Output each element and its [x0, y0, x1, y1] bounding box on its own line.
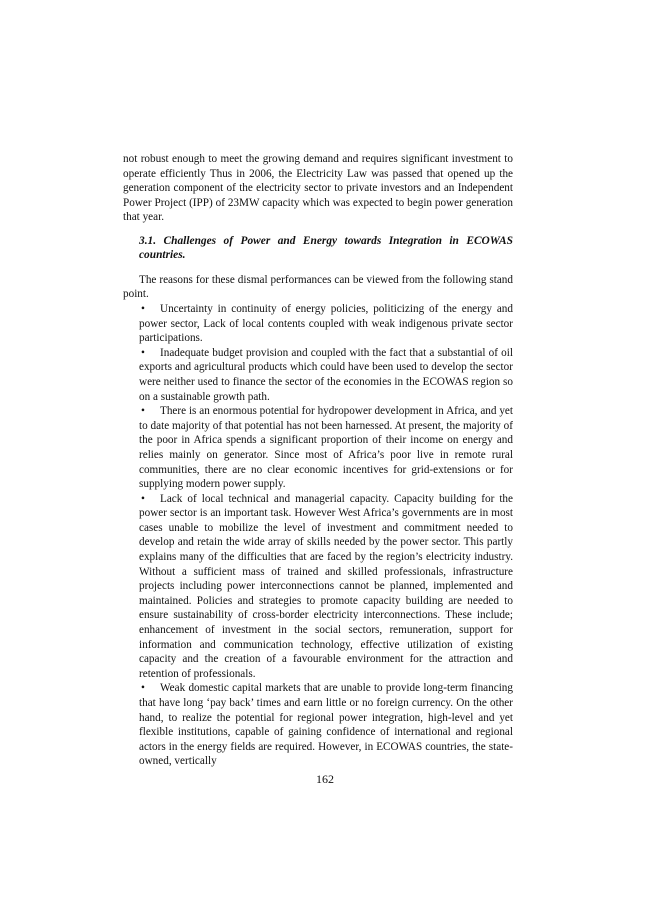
page-number: 162: [316, 772, 334, 786]
bullet-icon: •: [141, 682, 145, 695]
bullet-text: Weak domestic capital markets that are unable to provide long-term financing that have long ‘pay back’ times and earn little or no foreign currency. On the other hand, to realize the potential for regional power integration, high-level and yet flexible institutions, capable of gaining confidence of international and regional actors in the energy fields are required. However, in ECOWAS countries, the state-owned, vertically: [139, 682, 513, 768]
page-body: [123, 152, 513, 769]
bullet-text: Uncertainty in continuity of energy policies, politicizing of the energy and power sector, Lack of local contents coupled with weak indigenous private sector participations.: [139, 302, 513, 345]
bullet-icon: •: [141, 405, 145, 418]
lead-paragraph: The reasons for these dismal performances can be viewed from the following stand point.: [123, 273, 513, 301]
bullet-icon: •: [141, 492, 145, 505]
bullet-icon: •: [141, 346, 145, 359]
bullet-item-hydropower: [139, 404, 513, 492]
bullet-text: There is an enormous potential for hydropower development in Africa, and yet to date majority of that potential has not been harnessed. At present, the majority of the poor in Africa spends a significant proportion of their income on energy and relies mainly on generator. Since most of Africa’s poor live in remote rural communities, there are no clear economic incentives for grid-extensions or for supplying modern power supply.: [139, 405, 513, 491]
bullet-list: [123, 302, 513, 769]
bullet-item-capacity: [139, 492, 513, 682]
bullet-item-budget: [139, 346, 513, 404]
bullet-icon: •: [141, 302, 145, 315]
bullet-text: Inadequate budget provision and coupled with the fact that a substantial of oil exports and agricultural products which could have been used to develop the sector were neither used to finance the sector of the economies in the ECOWAS region so on a sustainable growth path.: [139, 346, 513, 403]
bullet-item-policy: [139, 302, 513, 346]
intro-paragraph: not robust enough to meet the growing demand and requires significant investment to operate efficiently Thus in 2006, the Electricity Law was passed that opened up the generation component of the electricity sector to private investors and an Independent Power Project (IPP) of 23MW capacity which was expected to begin power generation that year.: [123, 153, 513, 224]
bullet-text: Lack of local technical and managerial capacity. Capacity building for the power sector is an important task. However West Africa’s governments are in most cases unable to mobilize the level of investment and commitment needed to develop and retain the wide array of skills needed by the power sector. This partly explains many of the difficulties that are faced by the region’s electricity industry. Without a sufficient mass of trained and skilled professionals, infrastructure projects including power interconnections cannot be planned, implemented and maintained. Policies and strategies to promote capacity building are needed to ensure sustainability of cross-border electricity interconnections. These include; enhancement of investment in the social sectors, remuneration, support for information and communication technology, effective utilization of existing capacity and the creation of a favourable environment for the attraction and retention of professionals.: [139, 492, 513, 680]
section-heading: 3.1. Challenges of Power and Energy towards Integration in ECOWAS countries.: [139, 234, 513, 262]
bullet-item-capital-markets: [139, 681, 513, 769]
